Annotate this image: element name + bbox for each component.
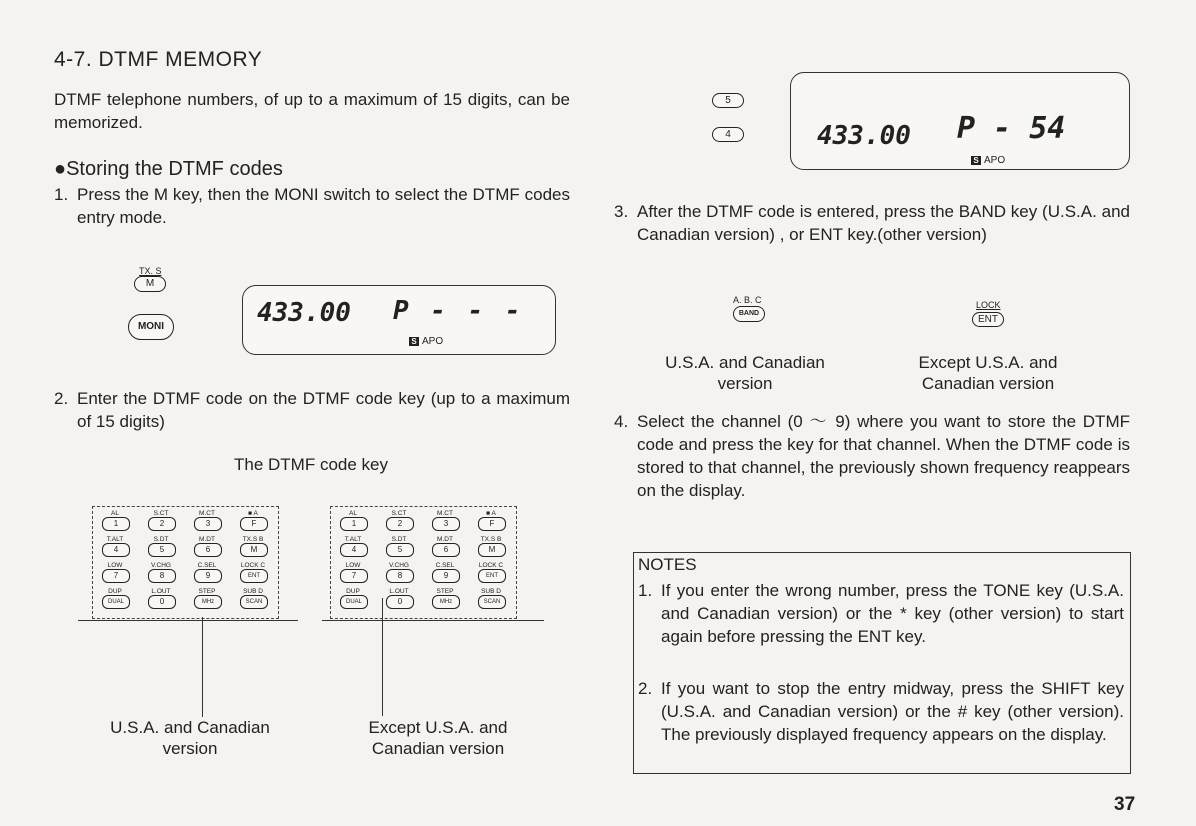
keypad-key-label: 6 xyxy=(194,543,222,557)
band-top-label: A. B. C xyxy=(733,295,762,305)
keypad-key-secondary-label: M.DT xyxy=(199,536,215,543)
keypad-key xyxy=(236,588,270,610)
keypad-key-label: 3 xyxy=(432,517,460,531)
keypad-key xyxy=(144,588,178,610)
keypad-key xyxy=(98,562,132,584)
keypad-key-label: 3 xyxy=(194,517,222,531)
keypad-key-secondary-label: DUP xyxy=(108,588,122,595)
keypad-key-label: DUAL xyxy=(340,595,368,609)
keypad-key-secondary-label: TX.S B xyxy=(480,536,502,543)
apo-text: APO xyxy=(984,155,1006,166)
apo-indicator xyxy=(409,336,443,347)
keypad-key-secondary-label: SUB D xyxy=(481,588,501,595)
keypad-key-secondary-label: STEP xyxy=(436,588,454,595)
keypad-key-secondary-label: M.DT xyxy=(437,536,453,543)
keypad-row xyxy=(336,562,511,584)
caption-other-ent: Except U.S.A. and Canadian version xyxy=(918,353,1058,393)
keypad-key-secondary-label: L.OUT xyxy=(151,588,171,595)
keypad-key-label: 9 xyxy=(194,569,222,583)
step-3 xyxy=(614,200,1130,246)
keypad-key-label: 8 xyxy=(386,569,414,583)
keypad-key-secondary-label: C.SEL xyxy=(435,562,455,569)
keypad-key-secondary-label: S.DT xyxy=(153,536,169,543)
lcd-code: P - 54 xyxy=(957,111,1066,146)
subheading-storing: ●Storing the DTMF codes xyxy=(54,158,283,180)
keypad-key xyxy=(98,588,132,610)
key-5: 5 xyxy=(712,93,744,108)
keypad-key-secondary-label: TX.S B xyxy=(242,536,264,543)
intro-paragraph: DTMF telephone numbers, of up to a maximum of 15 digits, can be memorized. xyxy=(54,90,570,132)
keypad-key-label: 4 xyxy=(340,543,368,557)
keypad-base-line-us xyxy=(78,620,298,621)
keypad-key-label: 0 xyxy=(148,595,176,609)
keypad-key-secondary-label: LOW xyxy=(107,562,123,569)
lock-top-label: LOCK xyxy=(976,300,1001,310)
keypad-key xyxy=(428,562,462,584)
lcd-display-code xyxy=(790,72,1130,170)
keypad-row xyxy=(98,536,273,558)
note-2 xyxy=(638,677,1124,746)
leader-line-other xyxy=(382,598,383,716)
note-1 xyxy=(638,579,1124,648)
dtmf-keypad-us xyxy=(88,500,281,621)
keypad-key-label: 4 xyxy=(102,543,130,557)
keypad-key-secondary-label: V.CHG xyxy=(389,562,409,569)
keypad-key-secondary-label: S.CT xyxy=(391,510,407,517)
keypad-key xyxy=(428,588,462,610)
keypad-row xyxy=(98,562,273,584)
step-4-text: Select the channel (0 ～ 9) where you want to store the DTMF code and press the key for that channel. When the DTMF code is stored to that channel, the previously shown frequency reappears on the display. xyxy=(637,412,1130,500)
page-number: 37 xyxy=(1114,794,1136,815)
keypad-key xyxy=(382,536,416,558)
keypad-key xyxy=(98,510,132,532)
keypad-key xyxy=(474,562,508,584)
keypad-key-secondary-label: AL xyxy=(111,510,119,517)
step-3-number: 3. xyxy=(614,202,629,221)
keypad-key-secondary-label: M.CT xyxy=(437,510,453,517)
keypad-key xyxy=(336,588,370,610)
m-key: M xyxy=(134,276,166,292)
keypad-key xyxy=(336,536,370,558)
ent-key: ENT xyxy=(972,312,1004,327)
keypad-key-label: DUAL xyxy=(102,595,130,609)
keypad-key-label: 2 xyxy=(386,517,414,531)
keypad-key xyxy=(236,562,270,584)
keypad-key xyxy=(144,562,178,584)
keypad-key-secondary-label: M.CT xyxy=(199,510,215,517)
keypad-key-secondary-label: ■ A xyxy=(486,510,496,517)
band-key: BAND xyxy=(733,306,765,322)
leader-line-us xyxy=(202,617,203,717)
keypad-key-label: MHz xyxy=(432,595,460,609)
keypad-key-label: 9 xyxy=(432,569,460,583)
keypad-key-secondary-label: V.CHG xyxy=(151,562,171,569)
keypad-key-label: 1 xyxy=(102,517,130,531)
keypad-key-secondary-label: C.SEL xyxy=(197,562,217,569)
step-3-text: After the DTMF code is entered, press the BAND key (U.S.A. and Canadian version) , or ENT key.(other version) xyxy=(637,202,1130,244)
keypad-key xyxy=(382,510,416,532)
step-1-text: Press the M key, then the MONI switch to select the DTMF codes entry mode. xyxy=(77,185,570,227)
note-1-text: If you enter the wrong number, press the TONE key (U.S.A. and Canadian version) or the * key (other version) to start again before pressing the ENT key. xyxy=(661,581,1124,646)
txs-label: TX. S xyxy=(139,266,162,276)
note-2-text: If you want to stop the entry midway, press the SHIFT key (U.S.A. and Canadian version) or the # key (other version). The previously displayed frequency appears on the display. xyxy=(661,679,1124,744)
keypad-row xyxy=(336,588,511,610)
caption-other-keypad: Except U.S.A. and Canadian version xyxy=(368,718,508,758)
keypad-key-secondary-label: L.OUT xyxy=(389,588,409,595)
note-2-number: 2. xyxy=(638,679,653,698)
keypad-key xyxy=(190,588,224,610)
caption-us-band: U.S.A. and Canadian version xyxy=(665,353,825,393)
apo-indicator xyxy=(971,155,1005,166)
keypad-key xyxy=(190,510,224,532)
lcd-frequency: 433.00 xyxy=(257,298,351,328)
apo-mark: S xyxy=(971,156,981,165)
keypad-key-secondary-label: T.ALT xyxy=(344,536,362,543)
keypad-key-secondary-label: LOW xyxy=(345,562,361,569)
lcd-code: P - - - xyxy=(393,296,524,326)
lcd-display-entry xyxy=(242,285,556,355)
keypad-key-label: M xyxy=(478,543,506,557)
notes-title: NOTES xyxy=(638,555,697,574)
step-1 xyxy=(54,183,570,229)
keypad-key-label: SCAN xyxy=(240,595,268,609)
keypad-key-secondary-label: S.DT xyxy=(391,536,407,543)
keypad-key xyxy=(98,536,132,558)
keypad-row xyxy=(336,510,511,532)
keypad-key-label: 2 xyxy=(148,517,176,531)
keypad-key xyxy=(236,536,270,558)
keypad-key-secondary-label: DUP xyxy=(346,588,360,595)
keypad-key xyxy=(428,536,462,558)
keypad-key-label: 0 xyxy=(386,595,414,609)
keypad-key xyxy=(190,536,224,558)
keypad-key xyxy=(144,510,178,532)
keypad-key-label: 7 xyxy=(102,569,130,583)
keypad-key xyxy=(474,510,508,532)
keypad-row xyxy=(336,536,511,558)
keypad-key-secondary-label: AL xyxy=(349,510,357,517)
keypad-key-label: F xyxy=(478,517,506,531)
keypad-key xyxy=(190,562,224,584)
keypad-key-label: 5 xyxy=(386,543,414,557)
keypad-key-label: 7 xyxy=(340,569,368,583)
keypad-key-secondary-label: LOCK C xyxy=(240,562,266,569)
lcd-frequency: 433.00 xyxy=(817,121,911,151)
keypad-key-label: M xyxy=(240,543,268,557)
keypad-base-line-other xyxy=(322,620,544,621)
caption-us-keypad: U.S.A. and Canadian version xyxy=(110,718,270,758)
keypad-key-secondary-label: S.CT xyxy=(153,510,169,517)
keypad-row xyxy=(98,588,273,610)
keypad-key-label: SCAN xyxy=(478,595,506,609)
keypad-key xyxy=(474,536,508,558)
keypad-key-secondary-label: T.ALT xyxy=(106,536,124,543)
section-title: 4-7. DTMF MEMORY xyxy=(54,48,263,71)
apo-text: APO xyxy=(422,336,444,347)
keypad-key-secondary-label: SUB D xyxy=(243,588,263,595)
keypad-key-label: 6 xyxy=(432,543,460,557)
keypad-key xyxy=(428,510,462,532)
key-4: 4 xyxy=(712,127,744,142)
keypad-key-label: MHz xyxy=(194,595,222,609)
notes-box xyxy=(633,552,1131,774)
note-1-number: 1. xyxy=(638,581,653,600)
keypad-key-label: 5 xyxy=(148,543,176,557)
step-1-number: 1. xyxy=(54,185,69,204)
keypad-key xyxy=(336,562,370,584)
keypad-key xyxy=(144,536,178,558)
keypad-key-label: ENT xyxy=(240,569,268,583)
step-4 xyxy=(614,410,1130,502)
keypad-key xyxy=(382,588,416,610)
keypad-key-label: F xyxy=(240,517,268,531)
step-2-text: Enter the DTMF code on the DTMF code key (up to a maximum of 15 digits) xyxy=(77,389,570,431)
keypad-key-label: 8 xyxy=(148,569,176,583)
dtmf-keypad-other xyxy=(326,500,519,621)
keypad-key-secondary-label: STEP xyxy=(198,588,216,595)
keypad-key xyxy=(336,510,370,532)
keypad-key xyxy=(236,510,270,532)
keypad-key-secondary-label: LOCK C xyxy=(478,562,504,569)
keypad-key xyxy=(474,588,508,610)
step-2-number: 2. xyxy=(54,389,69,408)
step-2 xyxy=(54,387,570,433)
keypad-key-secondary-label: ■ A xyxy=(248,510,258,517)
keypad-row xyxy=(98,510,273,532)
keypad-caption: The DTMF code key xyxy=(234,455,388,474)
moni-switch: MONI xyxy=(128,314,174,340)
step-4-number: 4. xyxy=(614,412,629,431)
keypad-key xyxy=(382,562,416,584)
keypad-key-label: ENT xyxy=(478,569,506,583)
apo-mark: S xyxy=(409,337,419,346)
keypad-key-label: 1 xyxy=(340,517,368,531)
